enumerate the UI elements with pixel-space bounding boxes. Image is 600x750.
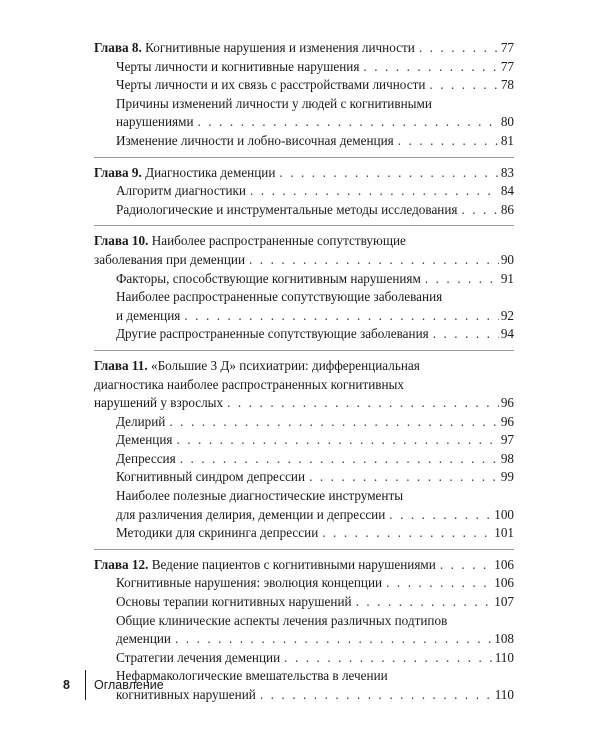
toc-entry: [94, 270, 514, 289]
toc-entry: [94, 649, 514, 668]
table-of-contents: [94, 39, 514, 711]
chapter-number: Глава 11.: [94, 357, 148, 373]
page-ref: 96: [500, 413, 514, 429]
toc-entry-text: Черты личности и их связь с расстройствами личности: [116, 77, 426, 93]
page-ref: 83: [500, 164, 514, 180]
toc-entry-text: Когнитивные нарушения: эволюция концепции: [116, 575, 383, 591]
chapter-heading: [94, 39, 514, 58]
toc-entry-text: Делирий: [116, 413, 166, 429]
toc-entry: [94, 593, 514, 612]
toc-entry: [94, 574, 514, 593]
dot-leader: [398, 132, 499, 151]
toc-entry-text: для различения делирия, деменции и депрессии: [116, 506, 386, 522]
toc-entry-text: Наиболее распространенные сопутствующие заболевания: [116, 289, 443, 305]
dot-leader: [322, 524, 492, 543]
page-ref: 108: [494, 631, 514, 647]
chapter-block: [94, 350, 514, 549]
toc-entry-text: деменции: [116, 631, 171, 647]
dot-leader: [250, 182, 499, 201]
page-ref: 92: [500, 307, 514, 323]
page-ref: 96: [500, 395, 514, 411]
chapter-heading-text: диагностика наиболее распространенных когнитивных: [94, 376, 405, 392]
toc-entry: [94, 431, 514, 450]
dot-leader: [176, 431, 498, 450]
chapter-heading: [94, 357, 514, 376]
chapter-heading: [94, 164, 514, 183]
page-ref: 81: [500, 132, 514, 148]
page-ref: 86: [500, 201, 514, 217]
page-ref: 78: [500, 77, 514, 93]
dot-leader: [260, 686, 493, 705]
dot-leader: [184, 307, 498, 326]
chapter-heading-text: нарушений у взрослых: [94, 395, 224, 411]
page-ref: 90: [500, 251, 514, 267]
dot-leader: [386, 574, 492, 593]
toc-entry: [94, 468, 514, 487]
page-ref: 77: [500, 58, 514, 74]
dot-leader: [227, 394, 499, 413]
page-footer: [63, 670, 164, 700]
toc-entry-text: Методики для скрининга депрессии: [116, 525, 319, 541]
toc-entry-text: Стратегии лечения деменции: [116, 649, 281, 665]
toc-entry-text: Изменение личности и лобно-височная деменция: [116, 132, 394, 148]
toc-entry: [94, 413, 514, 432]
dot-leader: [429, 76, 498, 95]
dot-leader: [249, 251, 499, 270]
toc-entry: [94, 630, 514, 649]
dot-leader: [425, 270, 499, 289]
page-ref: 100: [494, 506, 514, 522]
toc-entry-text: Деменция: [116, 432, 173, 448]
toc-entry-text: и деменция: [116, 307, 181, 323]
chapter-heading: [94, 232, 514, 251]
dot-leader: [356, 593, 493, 612]
chapter-block: [94, 39, 514, 157]
page-ref: 106: [494, 575, 514, 591]
dot-leader: [175, 630, 492, 649]
chapter-number: Глава 9.: [94, 164, 142, 180]
toc-entry-text: нарушениями: [116, 114, 194, 130]
chapter-title: Ведение пациентов с когнитивными нарушениями: [148, 556, 436, 572]
chapter-number: Глава 10.: [94, 233, 149, 249]
dot-leader: [440, 556, 492, 575]
page-ref: 84: [500, 183, 514, 199]
chapter-block: [94, 225, 514, 350]
dot-leader: [363, 58, 498, 77]
toc-entry-text: Когнитивный синдром депрессии: [116, 469, 306, 485]
chapter-heading: [94, 376, 514, 395]
footer-divider: [85, 670, 86, 700]
page-ref: 91: [500, 270, 514, 286]
toc-entry: [94, 95, 514, 114]
toc-entry: [94, 612, 514, 631]
toc-entry: [94, 182, 514, 201]
chapter-heading-text: заболевания при деменции: [94, 251, 246, 267]
page-number: 8: [63, 678, 70, 692]
toc-entry-text: Основы терапии когнитивных нарушений: [116, 594, 352, 610]
chapter-number: Глава 8.: [94, 40, 142, 55]
toc-entry-text: Алгоритм диагностики: [116, 183, 246, 199]
toc-entry-text: Нефармакологические вмешательства в лечении: [116, 668, 388, 684]
chapter-heading-text: [94, 164, 275, 183]
toc-entry-text: Общие клинические аспекты лечения различных подтипов: [116, 612, 448, 628]
toc-entry-text: Черты личности и когнитивные нарушения: [116, 58, 360, 74]
chapter-heading-text: [94, 556, 436, 575]
toc-entry: [94, 288, 514, 307]
footer-section-title: Оглавление: [94, 678, 164, 692]
toc-entry: [94, 201, 514, 220]
page-ref: 107: [494, 594, 514, 610]
toc-entry-text: Радиологические и инструментальные методы исследования: [116, 201, 458, 217]
chapter-title: Наиболее распространенные сопутствующие: [148, 233, 406, 249]
chapter-block: [94, 157, 514, 226]
toc-entry: [94, 76, 514, 95]
dot-leader: [279, 164, 498, 183]
page-ref: 80: [500, 114, 514, 130]
toc-entry: [94, 506, 514, 525]
chapter-heading-text: [94, 39, 415, 58]
toc-entry-text: когнитивных нарушений: [116, 687, 256, 702]
dot-leader: [309, 468, 499, 487]
chapter-title: Когнитивные нарушения и изменения личности: [141, 40, 415, 55]
toc-entry: [94, 307, 514, 326]
dot-leader: [169, 413, 498, 432]
chapter-title: Диагностика деменции: [141, 164, 276, 180]
dot-leader: [180, 450, 499, 469]
chapter-heading-text: [94, 357, 420, 376]
toc-entry: [94, 325, 514, 344]
chapter-heading: [94, 251, 514, 270]
page-ref: 94: [500, 326, 514, 342]
toc-entry: [94, 524, 514, 543]
chapter-heading: [94, 394, 514, 413]
chapter-heading: [94, 556, 514, 575]
page-ref: 110: [494, 687, 514, 702]
chapter-title: «Большие 3 Д» психиатрии: дифференциальная: [147, 357, 420, 373]
dot-leader: [419, 39, 499, 58]
page-ref: 99: [500, 469, 514, 485]
toc-entry-text: Депрессия: [116, 450, 176, 466]
toc-entry-text: Причины изменений личности у людей с когнитивными: [116, 95, 432, 111]
toc-entry: [94, 58, 514, 77]
dot-leader: [198, 113, 499, 132]
toc-entry: [94, 487, 514, 506]
toc-entry: [94, 113, 514, 132]
dot-leader: [284, 649, 493, 668]
toc-entry-text: Другие распространенные сопутствующие заболевания: [116, 326, 429, 342]
page-ref: 77: [500, 40, 514, 55]
chapter-number: Глава 12.: [94, 556, 149, 572]
toc-entry-text: Факторы, способствующие когнитивным нарушениям: [116, 270, 421, 286]
page-ref: 110: [494, 649, 514, 665]
dot-leader: [433, 325, 499, 344]
dot-leader: [389, 506, 492, 525]
toc-entry: [94, 450, 514, 469]
toc-entry: [94, 132, 514, 151]
dot-leader: [461, 201, 498, 220]
chapter-heading-text: [94, 232, 406, 251]
page-ref: 106: [494, 556, 514, 572]
page-ref: 98: [500, 450, 514, 466]
page-ref: 101: [494, 525, 514, 541]
page-ref: 97: [500, 432, 514, 448]
toc-entry-text: Наиболее полезные диагностические инструменты: [116, 488, 404, 504]
